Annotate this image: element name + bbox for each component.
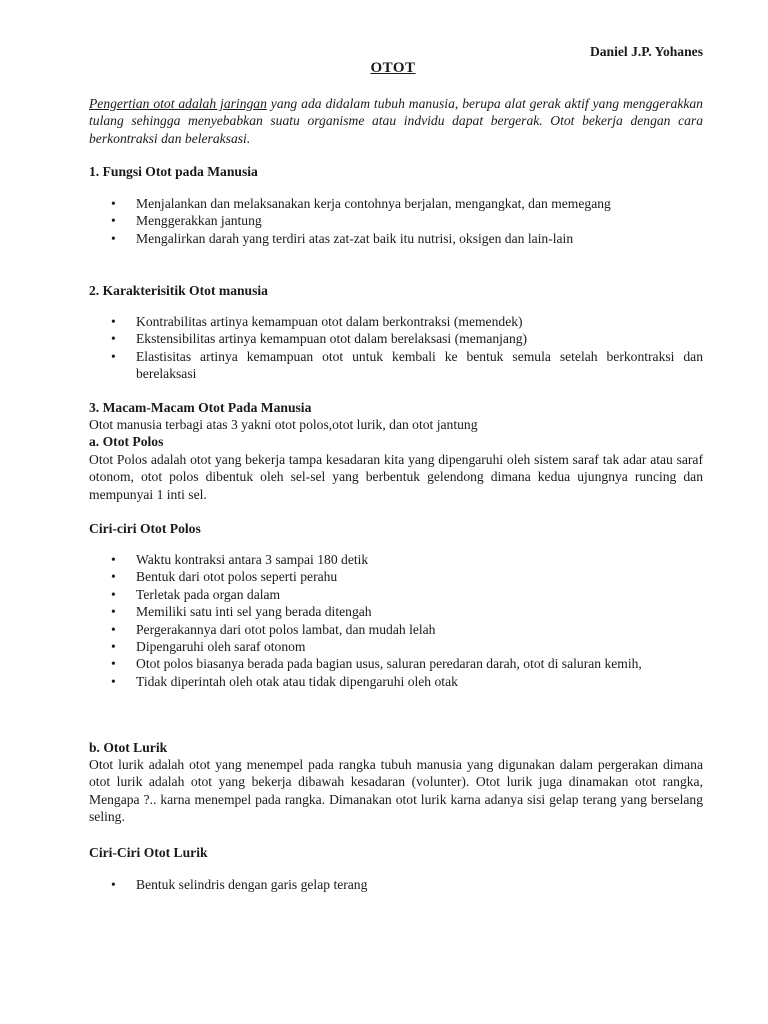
polos-heading: a. Otot Polos bbox=[89, 434, 164, 449]
list-item: • Ekstensibilitas artinya kemampuan otot dalam berelaksasi (memanjang) bbox=[111, 330, 703, 347]
list-item: • Menggerakkan jantung bbox=[111, 212, 703, 229]
lurik-ciri-list bbox=[111, 876, 703, 893]
list-item: • Tidak diperintah oleh otak atau tidak dipengaruhi oleh otak bbox=[111, 673, 703, 690]
section-3-text: Otot manusia terbagi atas 3 yakni otot polos,otot lurik, dan otot jantung bbox=[89, 417, 478, 432]
lurik-heading: b. Otot Lurik bbox=[89, 740, 168, 755]
list-item: • Kontrabilitas artinya kemampuan otot dalam berkontraksi (memendek) bbox=[111, 313, 703, 330]
list-item: • Elastisitas artinya kemampuan otot untuk kembali ke bentuk semula setelah berkontraksi dan berelaksasi bbox=[111, 348, 703, 383]
list-item: • Memiliki satu inti sel yang berada ditengah bbox=[111, 603, 703, 620]
list-item: • Dipengaruhi oleh saraf otonom bbox=[111, 638, 703, 655]
list-item: • Terletak pada organ dalam bbox=[111, 586, 703, 603]
intro-underlined: Pengertian otot adalah jaringan bbox=[89, 96, 267, 111]
document-title: OTOT bbox=[370, 60, 416, 76]
list-item: • Mengalirkan darah yang terdiri atas zat-zat baik itu nutrisi, oksigen dan lain-lain bbox=[111, 230, 703, 247]
intro-rest: yang ada didalam tubuh manusia, berupa alat gerak aktif yang menggerakkan tulang sehingga menyebabkan suatu organisme atau indvidu dapat bergerak. Otot bekerja dengan cara berkontraksi dan beleraksasi. bbox=[89, 96, 703, 146]
polos-ciri-heading: Ciri-ciri Otot Polos bbox=[89, 521, 201, 536]
section-2-heading: 2. Karakterisitik Otot manusia bbox=[89, 283, 268, 298]
author-name: Daniel J.P. Yohanes bbox=[589, 44, 703, 59]
section-1-list bbox=[111, 195, 703, 247]
intro-paragraph bbox=[89, 95, 703, 147]
polos-paragraph: Otot Polos adalah otot yang bekerja tampa kesadaran kita yang dipengaruhi oleh sistem saraf tak adar atau saraf otonom, otot polos dibentuk oleh sel-sel yang berbentuk gelendong dimana kedua ujungnya runcing dan mempunyai 1 inti sel. bbox=[89, 452, 703, 502]
lurik-ciri-heading: Ciri-Ciri Otot Lurik bbox=[89, 845, 208, 860]
list-item: • Waktu kontraksi antara 3 sampai 180 detik bbox=[111, 551, 703, 568]
polos-ciri-list bbox=[111, 551, 703, 690]
section-1-heading: 1. Fungsi Otot pada Manusia bbox=[89, 164, 258, 179]
list-item: • Bentuk selindris dengan garis gelap terang bbox=[111, 876, 703, 893]
section-2-list bbox=[111, 313, 703, 383]
list-item: • Bentuk dari otot polos seperti perahu bbox=[111, 568, 703, 585]
list-item: • Otot polos biasanya berada pada bagian usus, saluran peredaran darah, otot di saluran kemih, bbox=[111, 655, 703, 672]
section-3-heading: 3. Macam-Macam Otot Pada Manusia bbox=[89, 400, 312, 415]
list-item: • Menjalankan dan melaksanakan kerja contohnya berjalan, mengangkat, dan memegang bbox=[111, 195, 703, 212]
list-item: • Pergerakannya dari otot polos lambat, dan mudah lelah bbox=[111, 621, 703, 638]
lurik-paragraph: Otot lurik adalah otot yang menempel pada rangka tubuh manusia yang digunakan dalam pergerakan dimana otot lurik adalah otot yang bekerja dibawah kesadaran (volunter). Otot lurik juga dinamakan otot rangka, Mengapa ?.. karna menempel pada rangka. Dimanakan otot lurik karna adanya sisi gelap terang yang berselang seling. bbox=[89, 757, 703, 825]
